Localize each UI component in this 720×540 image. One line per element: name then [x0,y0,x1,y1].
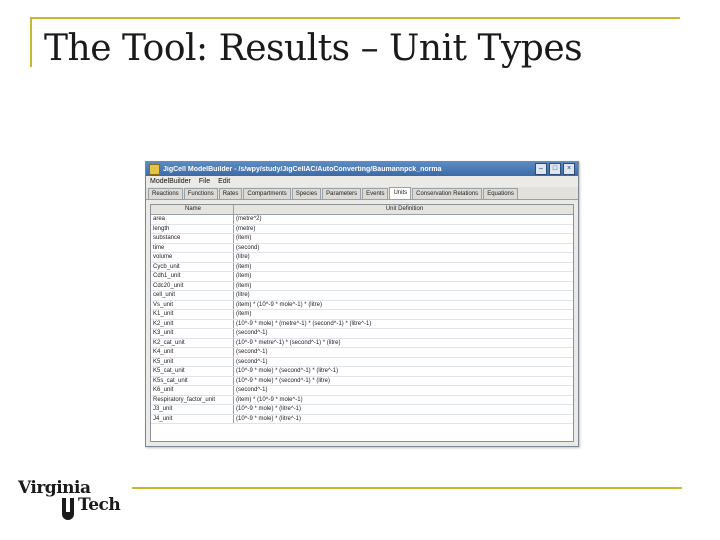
modelbuilder-window [145,161,579,447]
tab-functions[interactable]: Functions [184,188,218,199]
menu-modelbuilder[interactable]: ModelBuilder [150,178,191,185]
maximize-button[interactable]: □ [549,163,561,175]
cell-unit-definition[interactable]: (second^-1) [236,330,268,336]
tab-conservation-relations[interactable]: Conservation Relations [412,188,482,199]
cell-name[interactable]: K6_unit [151,386,234,395]
tab-compartments[interactable]: Compartments [243,188,290,199]
cell-unit-definition[interactable]: (item) [236,263,252,270]
table-header [151,205,573,215]
cell-unit-definition[interactable]: (litre) [236,292,250,298]
table-row[interactable] [151,367,573,377]
table-body [151,215,573,424]
cell-name[interactable]: K3_unit [151,329,234,338]
table-row[interactable] [151,396,573,406]
cell-unit-definition[interactable]: (10^-9 * mole) * (litre^-1) [236,415,301,422]
cell-name[interactable]: Cycb_unit [151,263,234,272]
cell-unit-definition[interactable]: (metre) [236,225,256,232]
cell-unit-definition[interactable]: (second^-1) [236,387,268,393]
title-top-rule [32,17,680,19]
table-row[interactable] [151,234,573,244]
cell-unit-definition[interactable]: (second) [236,244,260,251]
cell-unit-definition[interactable]: (item) [236,235,252,241]
cell-name[interactable]: Cdc20_unit [151,282,234,291]
table-row[interactable] [151,348,573,358]
logo-virginia-text: Virginia [18,478,91,498]
cell-name[interactable]: J4_unit [151,415,234,424]
cell-unit-definition[interactable]: (item) [236,273,252,279]
cell-name[interactable]: substance [151,234,234,243]
minimize-button[interactable]: – [535,163,547,175]
cell-name[interactable]: J3_unit [151,405,234,414]
footer-rule [132,487,682,489]
tab-equations[interactable]: Equations [483,188,518,199]
cell-name[interactable]: length [151,225,234,234]
cell-name[interactable]: K5s_cat_unit [151,377,234,386]
cell-unit-definition[interactable]: (10^-9 * metre^-1) * (second^-1) * (litre) [236,339,341,346]
tab-reactions[interactable]: Reactions [148,188,183,199]
column-header-name[interactable]: Name [151,205,234,214]
cell-name[interactable]: area [151,215,234,224]
cell-name[interactable]: Vs_unit [151,301,234,310]
cell-unit-definition[interactable]: (10^-9 * mole) * (second^-1) * (litre) [236,377,330,384]
tab-rates[interactable]: Rates [219,188,243,199]
cell-unit-definition[interactable]: (10^-9 * mole) * (litre^-1) [236,406,301,412]
window-title: JigCell ModelBuilder - /s/wpy/study/JigCellAC/AutoConverting/Baumannpck_norma [163,165,442,173]
table-row[interactable] [151,320,573,330]
table-row[interactable] [151,225,573,235]
cell-unit-definition[interactable]: (10^-9 * mole) * (metre^-1) * (second^-1) * (litre^-1) [236,320,372,327]
logo-tech-text: Tech [78,495,121,515]
cell-name[interactable]: cell_unit [151,291,234,300]
cell-name[interactable]: K2_unit [151,320,234,329]
cell-name[interactable]: Cdh1_unit [151,272,234,281]
menu-file[interactable]: File [198,178,211,185]
table-row[interactable] [151,405,573,415]
cell-name[interactable]: K2_cat_unit [151,339,234,348]
title-left-rule [30,17,32,67]
virginia-tech-logo [18,478,130,526]
tab-strip [146,187,578,200]
cell-name[interactable]: K4_unit [151,348,234,357]
cell-unit-definition[interactable]: (10^-9 * mole) * (second^-1) * (litre^-1) [236,368,339,374]
cell-name[interactable]: volume [151,253,234,262]
tab-species[interactable]: Species [292,188,321,199]
cell-unit-definition[interactable]: (item) * (10^-9 * mole^-1) * (litre) [236,301,322,308]
table-row[interactable] [151,253,573,263]
vt-shield-icon [62,498,74,520]
table-row[interactable] [151,358,573,368]
cell-unit-definition[interactable]: (item) [236,311,252,317]
tab-parameters[interactable]: Parameters [322,188,361,199]
cell-unit-definition[interactable]: (metre^2) [236,216,262,222]
table-row[interactable] [151,339,573,349]
table-row[interactable] [151,272,573,282]
table-row[interactable] [151,291,573,301]
cell-name[interactable]: Respiratory_factor_unit [151,396,234,405]
menu-edit[interactable]: Edit [218,178,231,185]
table-row[interactable] [151,282,573,292]
cell-unit-definition[interactable]: (item) [236,282,252,289]
table-row[interactable] [151,386,573,396]
table-row[interactable] [151,263,573,273]
column-header-unit-definition[interactable]: Unit Definition [385,206,424,212]
app-icon [149,164,160,175]
cell-unit-definition[interactable]: (second^-1) [236,349,268,355]
tab-units[interactable]: Units [389,187,411,199]
cell-unit-definition[interactable]: (second^-1) [236,358,268,365]
table-row[interactable] [151,377,573,387]
table-row[interactable] [151,329,573,339]
cell-name[interactable]: K1_unit [151,310,234,319]
table-row[interactable] [151,244,573,254]
cell-name[interactable]: K5_unit [151,358,234,367]
slide-title: The Tool: Results – Unit Types [44,28,583,69]
table-row[interactable] [151,215,573,225]
cell-unit-definition[interactable]: (litre) [236,254,250,260]
table-row[interactable] [151,415,573,425]
table-row[interactable] [151,301,573,311]
table-row[interactable] [151,310,573,320]
window-title-bar[interactable] [146,162,578,176]
units-table [150,204,574,442]
cell-unit-definition[interactable]: (item) * (10^-9 * mole^-1) [236,396,303,403]
cell-name[interactable]: time [151,244,234,253]
menu-bar [146,176,578,187]
close-button[interactable]: × [563,163,575,175]
tab-events[interactable]: Events [362,188,388,199]
cell-name[interactable]: K5_cat_unit [151,367,234,376]
